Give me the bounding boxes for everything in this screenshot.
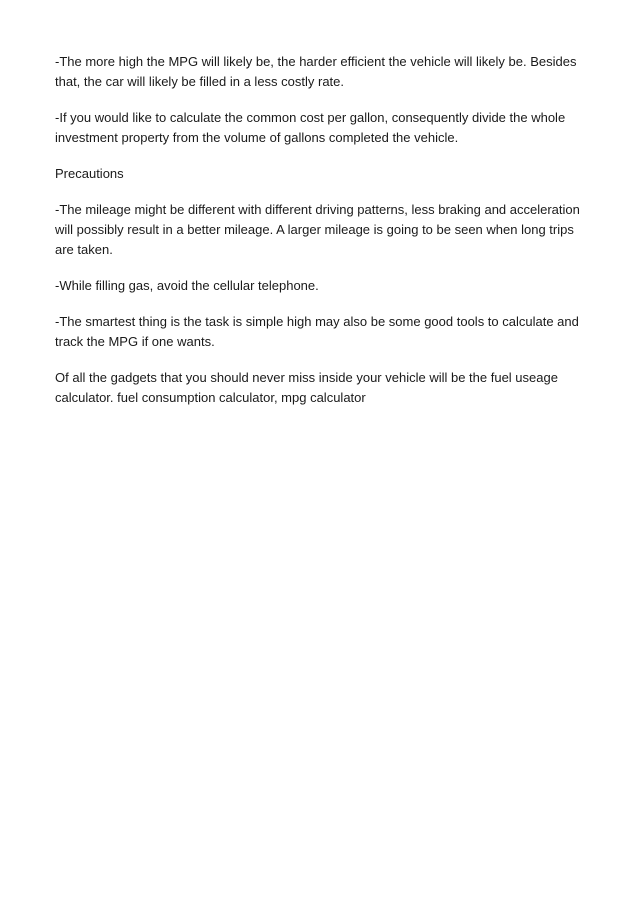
paragraph-filling-gas: -While filling gas, avoid the cellular telephone. [55, 278, 319, 293]
section-heading-precautions: Precautions [55, 166, 124, 181]
paragraph-mileage-patterns: -The mileage might be different with different driving patterns, less braking and acceleration will possibly result in a better mileage. A larger mileage is going to be seen when long trips are taken. [55, 202, 580, 257]
paragraph-mpg-efficiency: -The more high the MPG will likely be, the harder efficient the vehicle will likely be. Besides that, the car will likely be filled in a less costly rate. [55, 54, 577, 89]
paragraph-cost-per-gallon: -If you would like to calculate the common cost per gallon, consequently divide the whole investment property from the volume of gallons completed the vehicle. [55, 110, 566, 145]
paragraph-gadgets: Of all the gadgets that you should never miss inside your vehicle will be the fuel useage calculator. fuel consumption calculator, mpg calculator [55, 370, 558, 405]
document-page [55, 52, 585, 424]
paragraph-smartest-thing: -The smartest thing is the task is simple high may also be some good tools to calculate and track the MPG if one wants. [55, 314, 579, 349]
